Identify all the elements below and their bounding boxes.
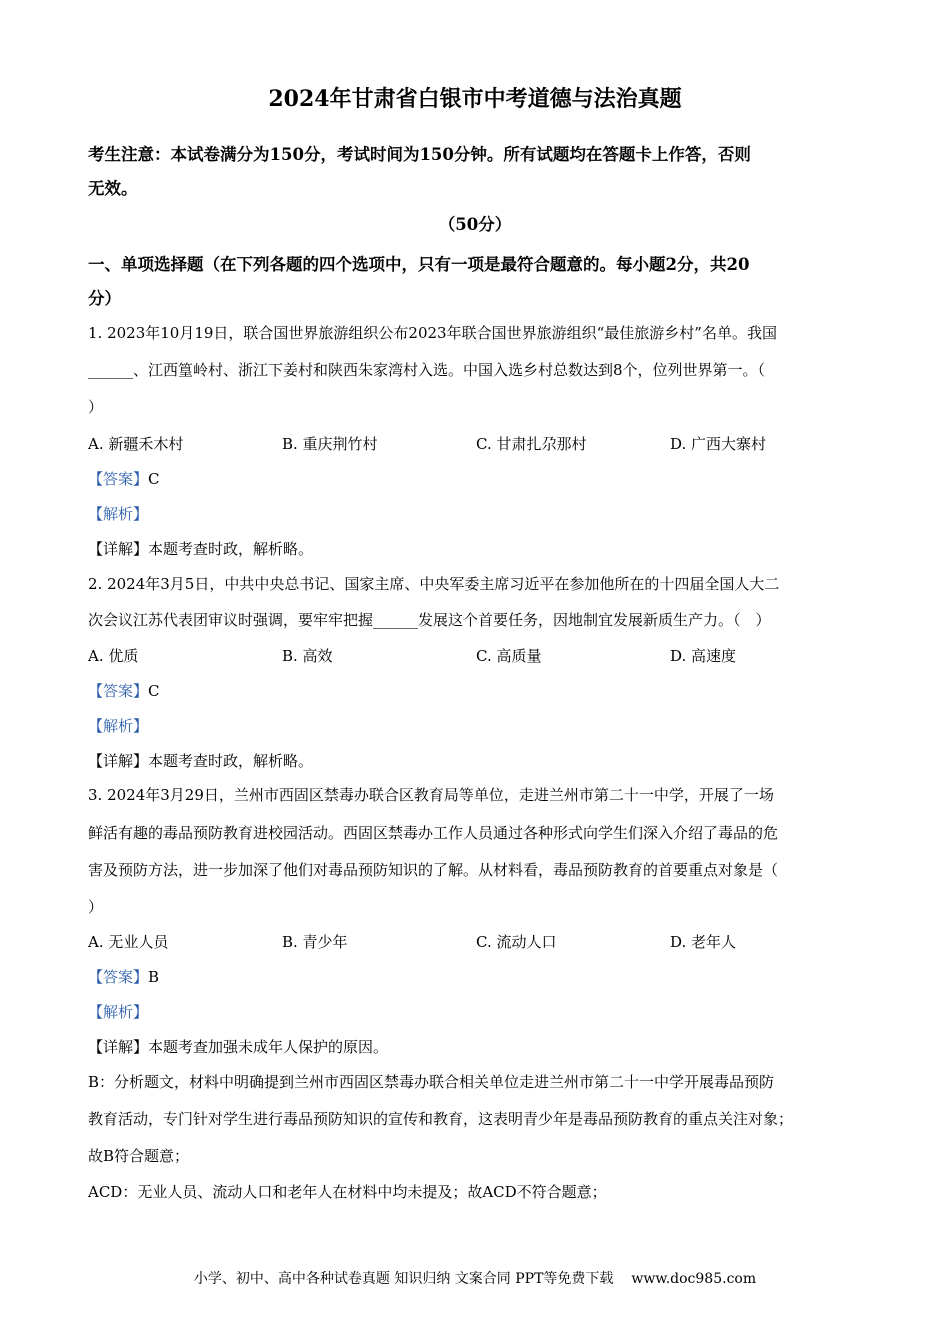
exam-notice [88, 138, 868, 206]
option-c: C. 甘肃扎尕那村 [476, 435, 587, 453]
detail-line [88, 1036, 868, 1058]
section-line-1: 一、单项选择题（在下列各题的四个选项中，只有一项是最符合题意的。每小题2分，共20 [88, 255, 750, 274]
question-text-line: 害及预防方法，进一步加深了他们对毒品预防知识的了解。从材料看，毒品预防教育的首要重点对象是（ [88, 861, 779, 879]
option-a: A. 优质 [88, 647, 139, 665]
question-text-line: 2. 2024年3月5日，中共中央总书记、国家主席、中央军委主席习近平在参加他所在的十四届全国人大二 [88, 575, 780, 593]
option-d: D. 高速度 [670, 647, 737, 665]
detail-label: 【详解】 [88, 540, 149, 558]
option-b: B. 重庆荆竹村 [282, 435, 378, 453]
question-text-line: 鲜活有趣的毒品预防教育进校园活动。西固区禁毒办工作人员通过各种形式向学生们深入介绍了毒品的危 [88, 824, 779, 842]
page-title: 2024年甘肃省白银市中考道德与法治真题 [268, 86, 682, 112]
question-text-line: ______、江西篁岭村、浙江下姜村和陕西朱家湾村入选。中国入选乡村总数达到8个，位列世界第一。（ [88, 361, 766, 379]
detail-label: 【详解】 [88, 752, 149, 770]
detail-label: 【详解】 [88, 1038, 149, 1056]
analysis-label: 【解析】 [88, 505, 149, 523]
option-d: D. 广西大寨村 [670, 435, 767, 453]
footer-url[interactable]: www.doc985.com [631, 1271, 757, 1287]
notice-line-2: 无效。 [88, 179, 138, 198]
explanation-line: B：分析题文，材料中明确提到兰州市西固区禁毒办联合相关单位走进兰州市第二十一中学开展毒品预防 [88, 1073, 775, 1091]
analysis-label: 【解析】 [88, 717, 149, 735]
explanation-line: 故B符合题意； [88, 1147, 190, 1165]
answer-value: C [148, 470, 160, 488]
question-text-line: 次会议江苏代表团审议时强调，要牢牢把握______发展这个首要任务，因地制宜发展新质生产力。（ ） [88, 611, 771, 629]
answer-value: B [148, 968, 160, 986]
analysis-label: 【解析】 [88, 1003, 149, 1021]
option-b: B. 青少年 [282, 933, 348, 951]
explanation-line: 教育活动，专门针对学生进行毒品预防知识的宣传和教育，这表明青少年是毒品预防教育的重点关注对象； [88, 1110, 794, 1128]
option-c: C. 流动人口 [476, 933, 557, 951]
detail-text: 本题考查时政，解析略。 [148, 752, 314, 770]
question-options [88, 645, 868, 669]
analysis-line [88, 1001, 868, 1023]
question-text-line: ） [88, 898, 104, 916]
page-footer [0, 1268, 950, 1290]
analysis-line [88, 715, 868, 737]
answer-line [88, 468, 868, 490]
option-a: A. 新疆禾木村 [88, 435, 184, 453]
answer-label: 【答案】 [88, 968, 149, 986]
question-options [88, 433, 868, 457]
option-a: A. 无业人员 [88, 933, 169, 951]
section-score: （50分） [438, 215, 512, 234]
answer-line [88, 680, 868, 702]
detail-line [88, 538, 868, 560]
detail-line [88, 750, 868, 772]
section-heading [88, 248, 868, 316]
notice-line-1: 考生注意：本试卷满分为150分，考试时间为150分钟。所有试题均在答题卡上作答，否则 [88, 145, 751, 164]
detail-text: 本题考查加强未成年人保护的原因。 [148, 1038, 389, 1056]
question-text-line: ） [88, 398, 104, 416]
question-text-line: 3. 2024年3月29日，兰州市西固区禁毒办联合区教育局等单位，走进兰州市第二十一中学，开展了一场 [88, 786, 774, 804]
answer-value: C [148, 682, 160, 700]
option-d: D. 老年人 [670, 933, 737, 951]
question-options [88, 931, 868, 955]
option-b: B. 高效 [282, 647, 333, 665]
section-line-2: 分） [88, 289, 121, 308]
question-text-line: 1. 2023年10月19日，联合国世界旅游组织公布2023年联合国世界旅游组织“最佳旅游乡村”名单。我国 [88, 324, 777, 342]
answer-line [88, 966, 868, 988]
answer-label: 【答案】 [88, 682, 149, 700]
option-c: C. 高质量 [476, 647, 542, 665]
answer-label: 【答案】 [88, 470, 149, 488]
detail-text: 本题考查时政，解析略。 [148, 540, 314, 558]
explanation-line: ACD：无业人员、流动人口和老年人在材料中均未提及；故ACD不符合题意； [88, 1183, 607, 1201]
analysis-line [88, 503, 868, 525]
footer-text: 小学、初中、高中各种试卷真题 知识归纳 文案合同 PPT等免费下载 [193, 1271, 614, 1287]
